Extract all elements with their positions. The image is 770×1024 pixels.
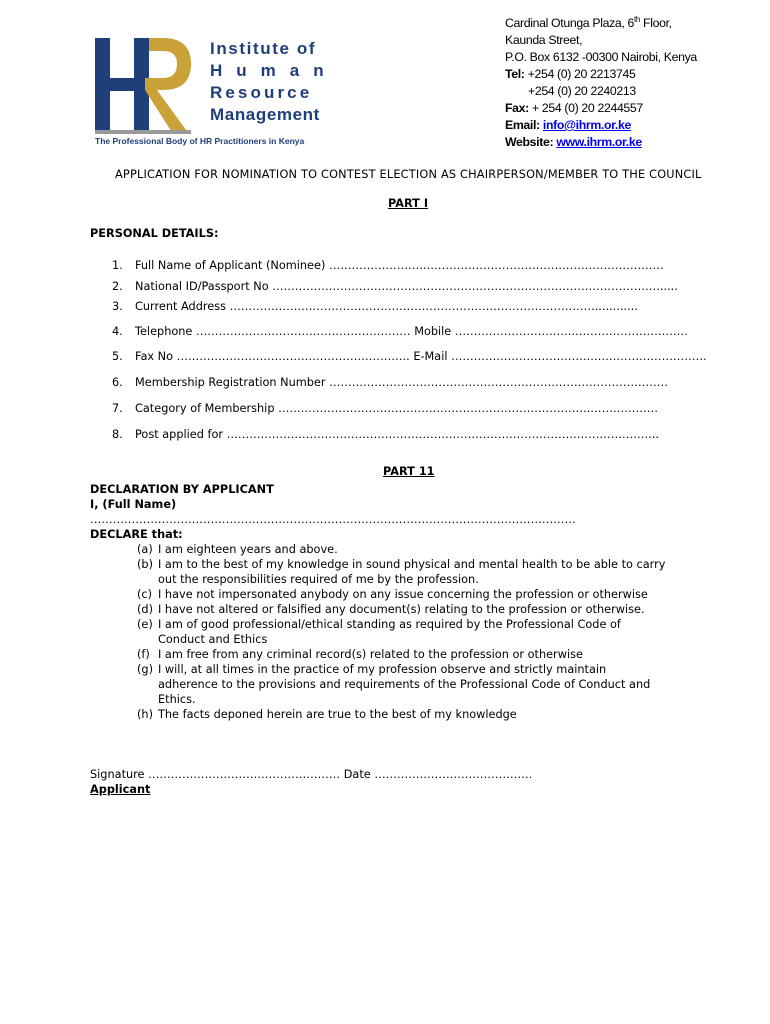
hr-logo-mark [95, 38, 191, 134]
logo-wordmark [210, 38, 338, 126]
signature-block [90, 767, 532, 797]
tel-line-2: +254 (0) 20 2240213 [528, 84, 636, 98]
part-1-heading: PART I [388, 197, 429, 210]
form-field-current-address[interactable]: 3. Current Address ……………………………………………………………………………………............. [112, 300, 638, 313]
contact-address-block [505, 15, 697, 151]
form-field-national-id[interactable]: 2. National ID/Passport No …………………………………………………………………………………………...... [112, 280, 678, 293]
fax-line: Fax: + 254 (0) 20 2244557 [505, 101, 643, 115]
address-line: Cardinal Otunga Plaza, 6th Floor, [505, 14, 672, 30]
form-field-full-name[interactable]: 1. Full Name of Applicant (Nominee) ……………………..……………………………………………………… [112, 259, 664, 272]
form-field-fax-email[interactable]: 5. Fax No …………………………………………………….. E-Mail ………………………………..………………………… [112, 350, 707, 363]
email-link[interactable]: info@ihrm.or.ke [542, 118, 631, 132]
declaration-clause: (g) I will, at all times in the practice of my profession observe and strictly maintain adherence to the provisions and requirements of the Professional Code of Conduct and Ethics. [137, 663, 651, 706]
declaration-clause: (h) The facts deponed herein are true to the best of my knowledge [137, 708, 517, 721]
personal-details-heading: PERSONAL DETAILS: [90, 227, 219, 240]
form-field-membership-category[interactable]: 7. Category of Membership ………………………………………………………………………..……………… [112, 402, 659, 415]
declaration-clause: (f) I am free from any criminal record(s) related to the profession or otherwise [137, 648, 583, 661]
website-link[interactable]: www.ihrm.or.ke [556, 135, 642, 149]
signature-date-line[interactable]: Signature …………………………………………… Date …………………………………… [90, 768, 533, 781]
email-line: Email: info@ihrm.or.ke [505, 118, 631, 132]
declare-label: DECLARE that: [90, 528, 183, 541]
declaration-clause: (e) I am of good professional/ethical standing as required by the Professional Code of Conduct and Ethics [137, 618, 621, 646]
declaration-block [90, 482, 576, 542]
declaration-clause: (a) I am eighteen years and above. [137, 543, 338, 556]
declaration-clause: (d) I have not altered or falsified any document(s) relating to the profession or otherwise. [137, 603, 645, 616]
applicant-label: Applicant [90, 783, 151, 796]
declaration-clause: (b) I am to the best of my knowledge in sound physical and mental health to be able to carry out the responsibilities required of me by the profession. [137, 558, 666, 586]
logo-word: Resource [210, 83, 313, 102]
full-name-input-line[interactable]: ………………………………………………………………………………………………………………… [90, 513, 576, 526]
form-field-telephone-mobile[interactable]: 4. Telephone ………………………………………………… Mobile …………………………..………………………… [112, 325, 688, 338]
form-title: APPLICATION FOR NOMINATION TO CONTEST ELECTION AS CHAIRPERSON/MEMBER TO THE COUNCIL [115, 168, 702, 181]
logo-word: Management [210, 105, 320, 124]
address-line: P.O. Box 6132 -00300 Nairobi, Kenya [505, 50, 697, 64]
part-2-heading: PART 11 [383, 465, 435, 478]
ihrm-logo [93, 38, 338, 152]
declaration-clause: (c) I have not impersonated anybody on any issue concerning the profession or otherwise [137, 588, 648, 601]
form-field-post-applied[interactable]: 8. Post applied for …………………………………………………………………………………………….……... [112, 428, 659, 441]
logo-word: Institute of [210, 39, 317, 58]
logo-tagline: The Professional Body of HR Practitioners in Kenya [95, 136, 305, 146]
full-name-label: I, (Full Name) [90, 498, 177, 511]
logo-word: Human [210, 61, 338, 80]
address-line: Kaunda Street, [505, 33, 583, 47]
declaration-heading: DECLARATION BY APPLICANT [90, 483, 274, 496]
tel-line: Tel: +254 (0) 20 2213745 [505, 67, 636, 81]
website-line: Website: www.ihrm.or.ke [505, 135, 642, 149]
form-field-membership-number[interactable]: 6. Membership Registration Number ……………………………………………………………………………… [112, 376, 669, 389]
declaration-clauses [137, 542, 717, 722]
